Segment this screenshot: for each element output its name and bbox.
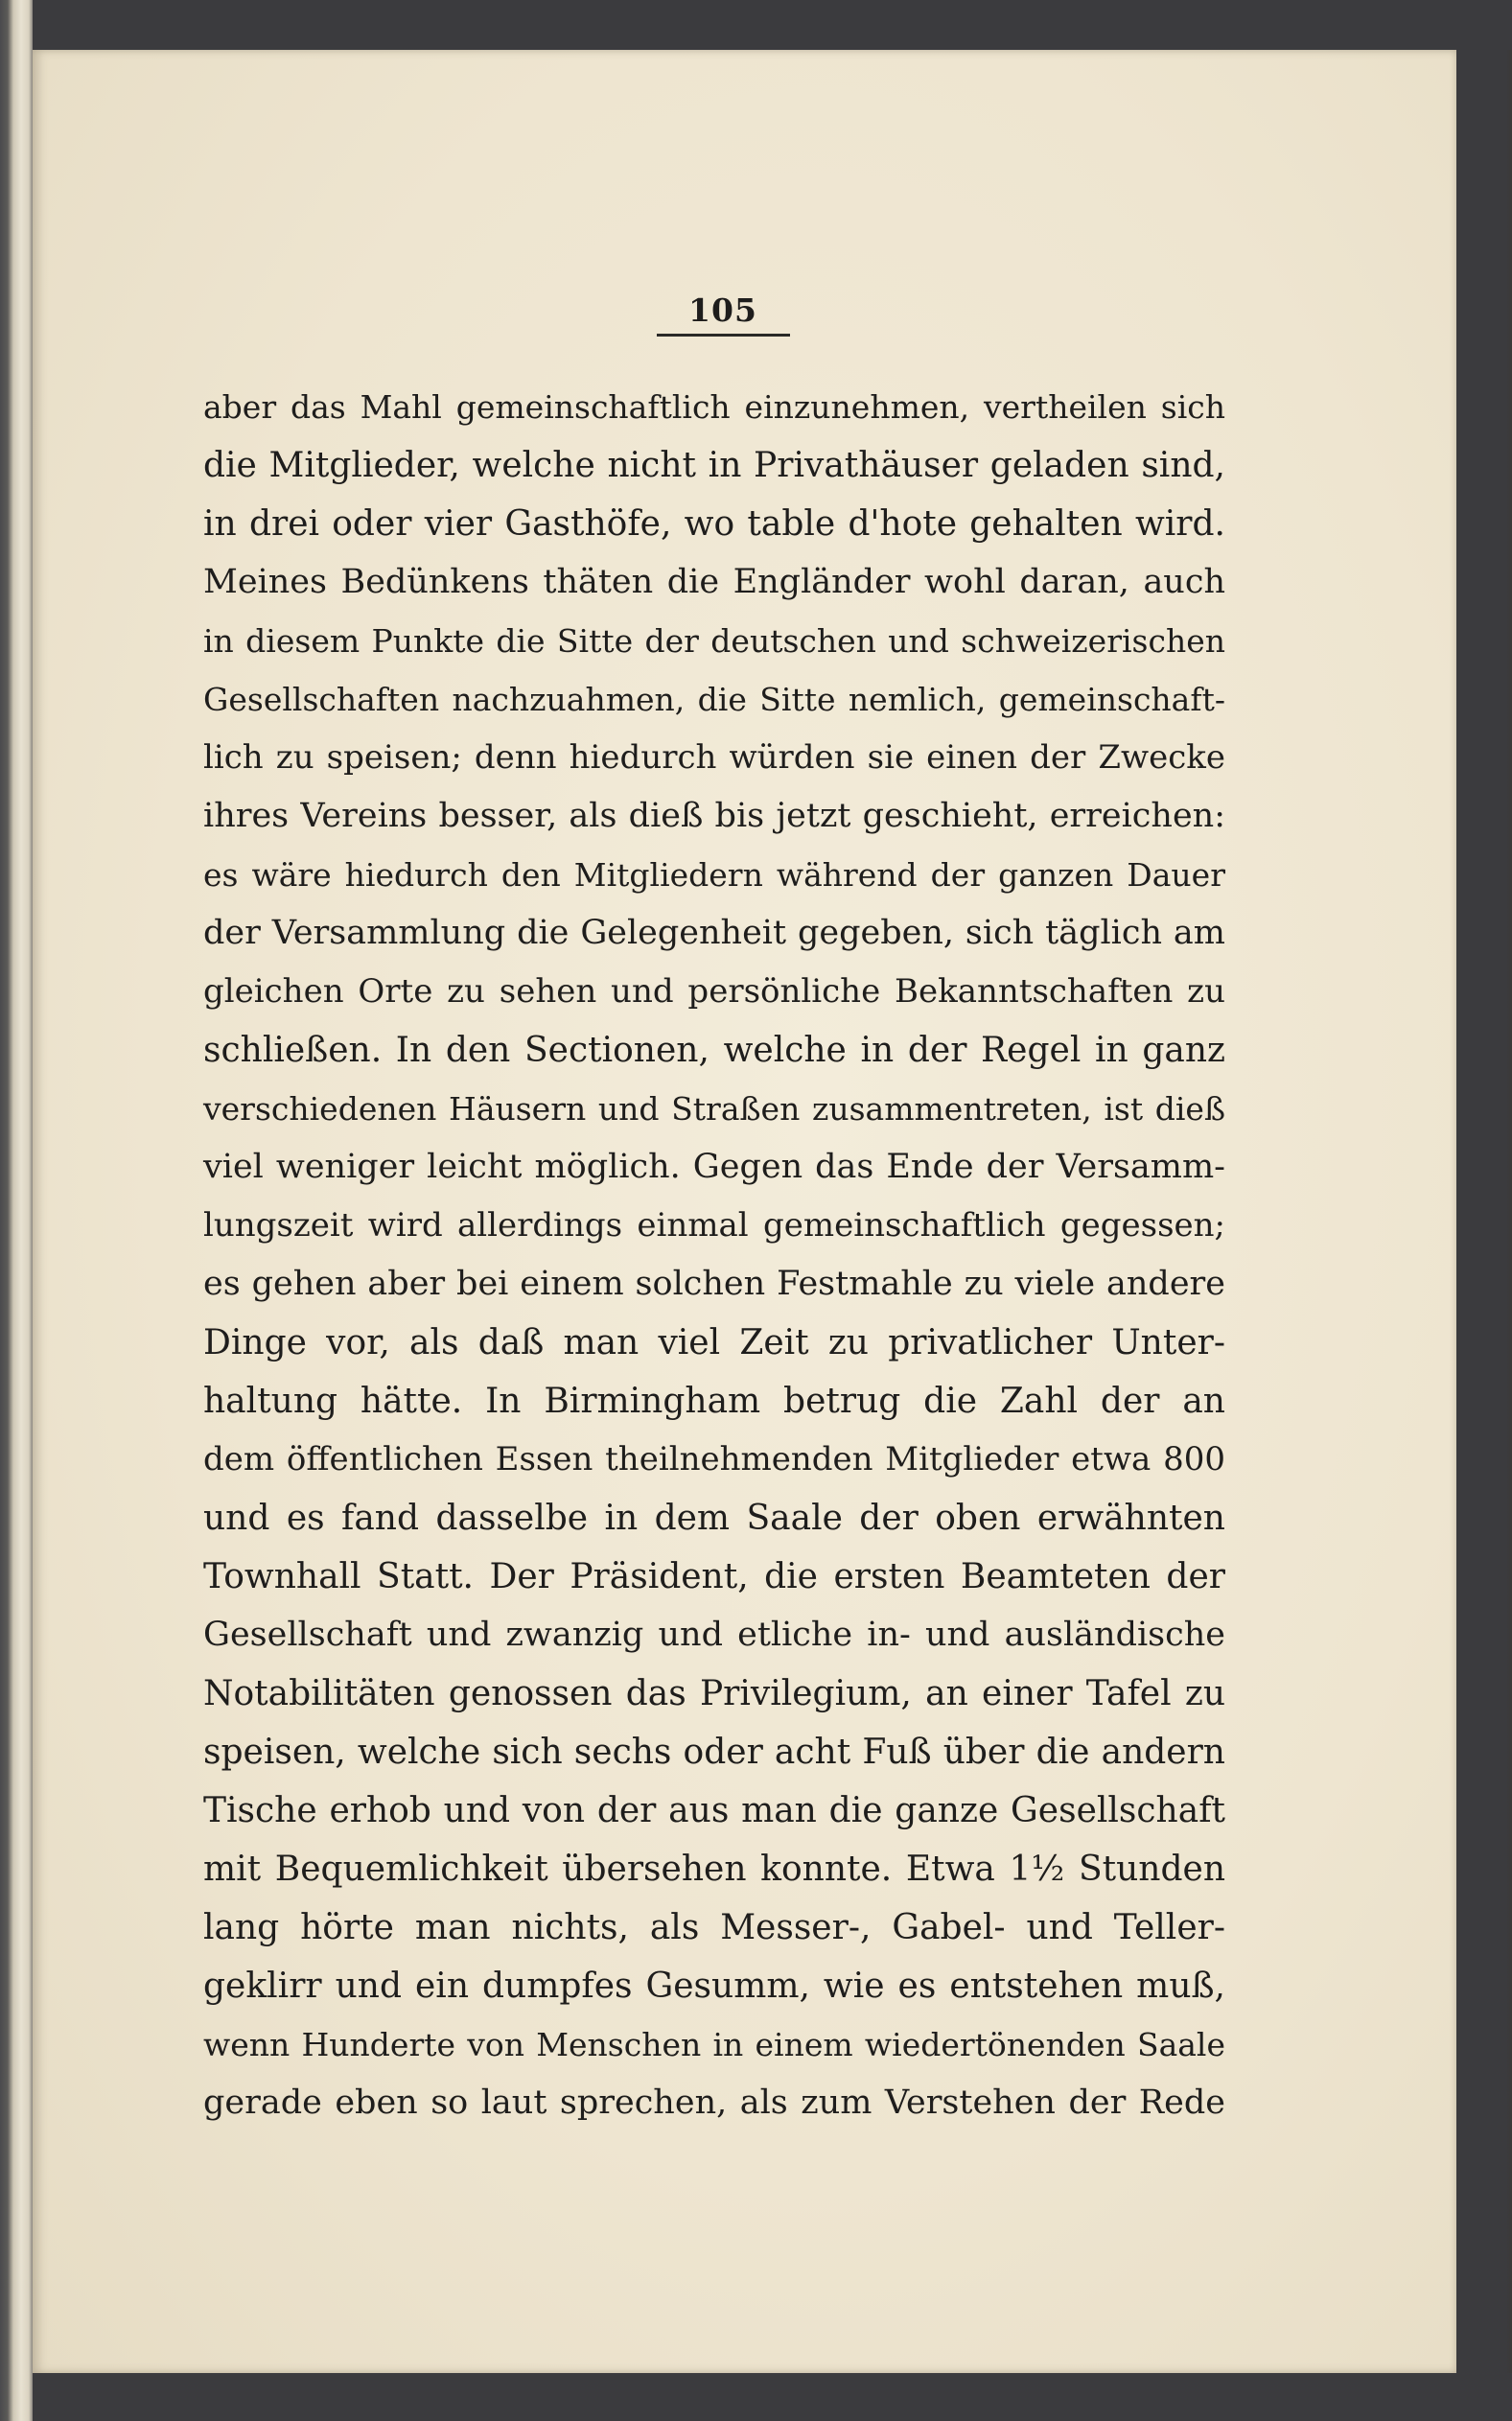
text-line: lang hörte man nichts, als Messer-, Gabel- und Teller- bbox=[203, 1908, 1225, 1947]
text-line: in drei oder vier Gasthöfe, wo table d'hote gehalten wird. bbox=[203, 504, 1225, 544]
text-line: haltung hätte. In Birmingham betrug die Zahl der an bbox=[203, 1382, 1225, 1421]
text-line: speisen, welche sich sechs oder acht Fuß über die andern bbox=[203, 1733, 1225, 1772]
text-line: dem öffentlichen Essen theilnehmenden Mitglieder etwa 800 bbox=[203, 1440, 1225, 1478]
text-line: verschiedenen Häusern und Straßen zusammentreten, ist dieß bbox=[203, 1090, 1225, 1128]
text-line: Dinge vor, als daß man viel Zeit zu privatlicher Unter- bbox=[203, 1323, 1225, 1362]
text-line: es gehen aber bei einem solchen Festmahle zu viele andere bbox=[203, 1265, 1225, 1303]
text-line: Tische erhob und von der aus man die ganze Gesellschaft bbox=[203, 1791, 1225, 1830]
text-line: lungszeit wird allerdings einmal gemeinschaftlich gegessen; bbox=[203, 1206, 1225, 1245]
book-page bbox=[33, 50, 1456, 2373]
text-line: die Mitglieder, welche nicht in Privathäuser geladen sind, bbox=[203, 446, 1225, 485]
text-line: viel weniger leicht möglich. Gegen das Ende der Versamm- bbox=[203, 1148, 1225, 1186]
text-line: aber das Mahl gemeinschaftlich einzunehmen, vertheilen sich bbox=[203, 388, 1225, 426]
body-text bbox=[203, 378, 1225, 2132]
text-line: schließen. In den Sectionen, welche in der Regel in ganz bbox=[203, 1031, 1225, 1070]
text-line: geklirr und ein dumpfes Gesumm, wie es entstehen muß, bbox=[203, 1967, 1225, 2006]
book-spine-edge bbox=[0, 0, 33, 2421]
text-line: mit Bequemlichkeit übersehen konnte. Etwa 1½ Stunden bbox=[203, 1850, 1225, 1889]
text-line: Notabilitäten genossen das Privilegium, an einer Tafel zu bbox=[203, 1674, 1225, 1713]
text-line: lich zu speisen; denn hiedurch würden sie einen der Zwecke bbox=[203, 738, 1225, 777]
page-number-rule bbox=[657, 334, 790, 337]
text-line: in diesem Punkte die Sitte der deutschen und schweizerischen bbox=[203, 622, 1225, 660]
text-line: ihres Vereins besser, als dieß bis jetzt geschieht, erreichen: bbox=[203, 797, 1225, 835]
text-line: und es fand dasselbe in dem Saale der oben erwähnten bbox=[203, 1499, 1225, 1538]
text-line: Townhall Statt. Der Präsident, die ersten Beamteten der bbox=[203, 1557, 1225, 1596]
text-line: der Versammlung die Gelegenheit gegeben, sich täglich am bbox=[203, 914, 1225, 952]
text-line: es wäre hiedurch den Mitgliedern während der ganzen Dauer bbox=[203, 856, 1225, 894]
text-line: wenn Hunderte von Menschen in einem wiedertönenden Saale bbox=[203, 2026, 1225, 2063]
page-number: 105 bbox=[688, 291, 757, 329]
text-line: Gesellschaften nachzuahmen, die Sitte nemlich, gemeinschaft- bbox=[203, 681, 1225, 718]
page-edge-shadow bbox=[1506, 50, 1512, 2373]
text-line: gerade eben so laut sprechen, als zum Verstehen der Rede bbox=[203, 2083, 1225, 2122]
text-line: Gesellschaft und zwanzig und etliche in- und ausländische bbox=[203, 1616, 1225, 1654]
text-line: gleichen Orte zu sehen und persönliche Bekanntschaften zu bbox=[203, 972, 1225, 1011]
text-line: Meines Bedünkens thäten die Engländer wohl daran, auch bbox=[203, 563, 1225, 601]
